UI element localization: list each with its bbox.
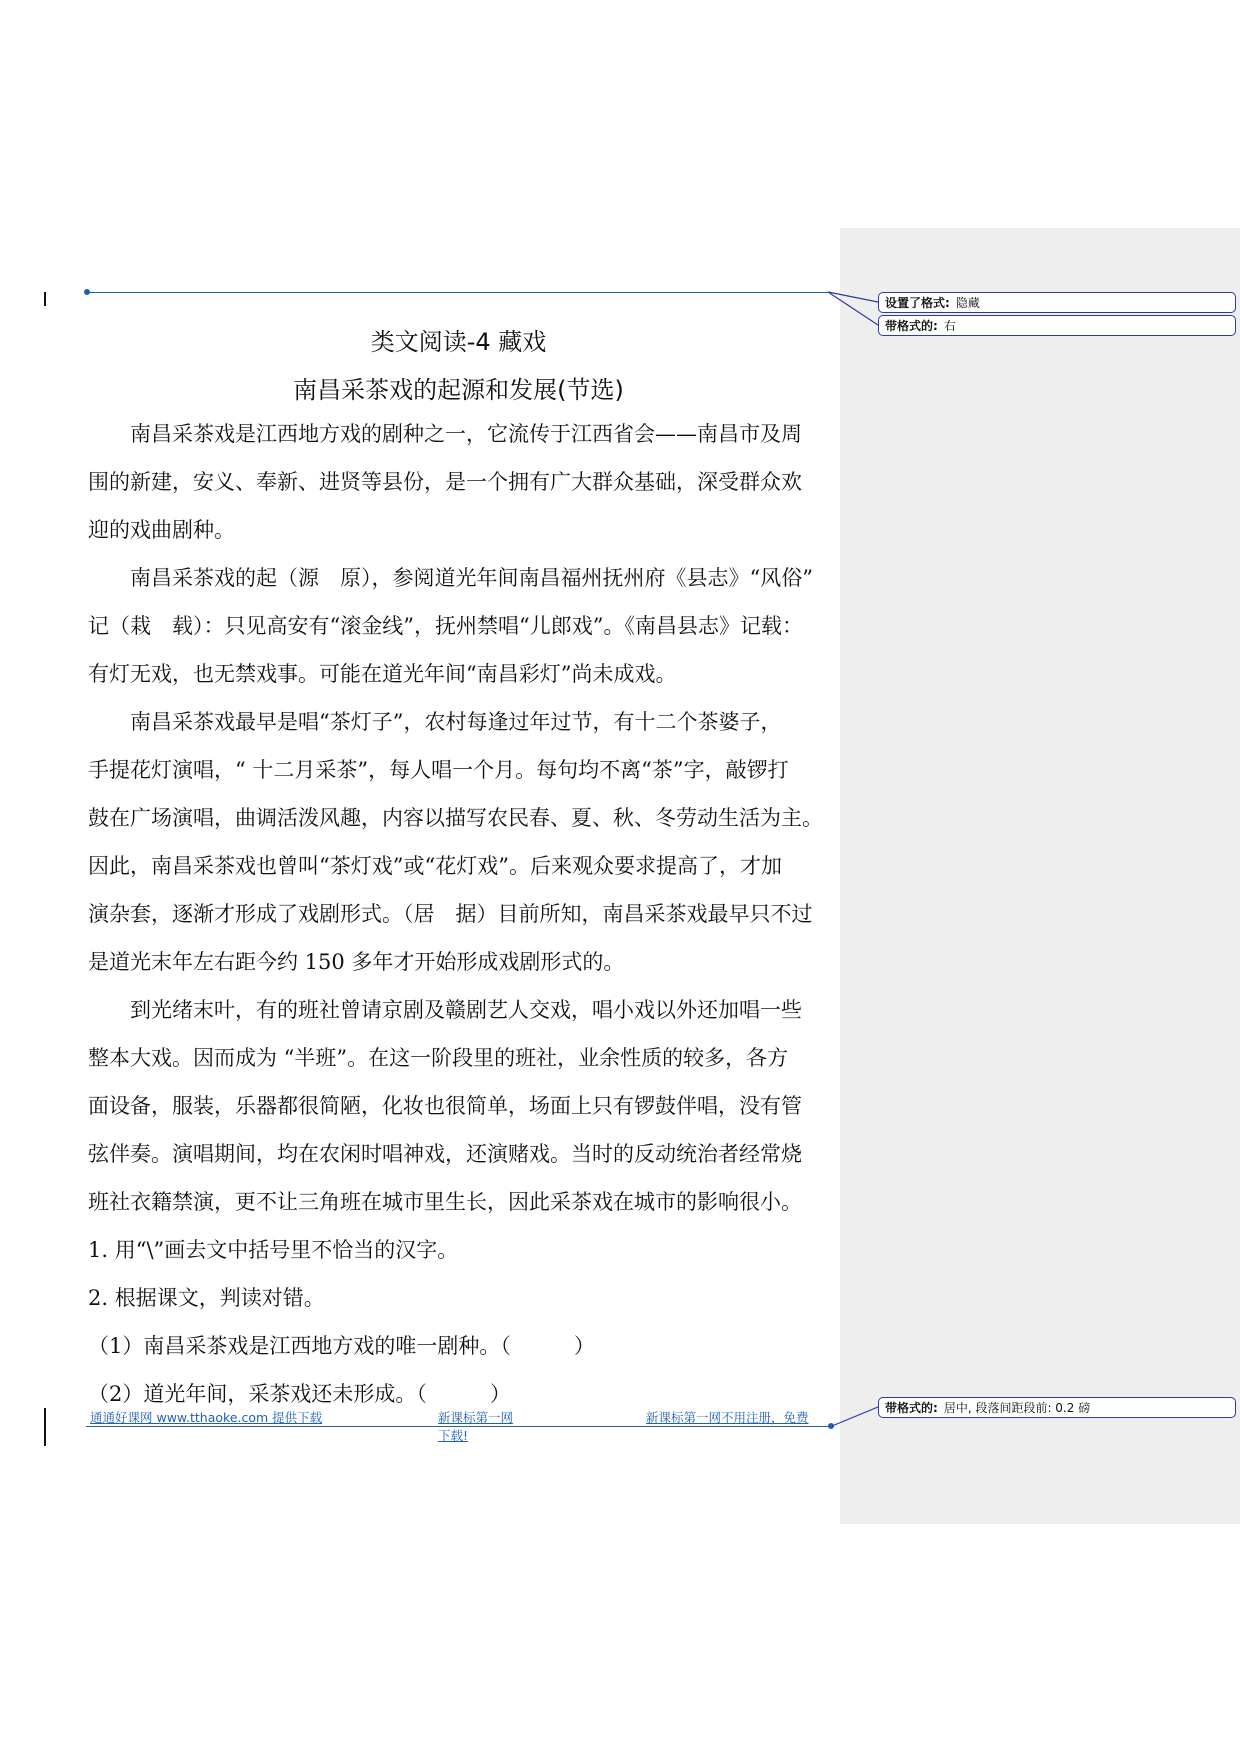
question-2-item-1: （1）南昌采茶戏是江西地方戏的唯一剧种。（ ） bbox=[88, 1334, 595, 1358]
page-title: 类文阅读-4 藏戏 bbox=[370, 328, 547, 356]
comment-label: 带格式的: bbox=[885, 319, 938, 333]
page-subtitle: 南昌采茶戏的起源和发展(节选) bbox=[293, 376, 624, 404]
text-line: 南昌采茶戏的起（源 原），参阅道光年间南昌福州抚州府《县志》“风俗” bbox=[88, 566, 813, 590]
text-line: 因此，南昌采茶戏也曾叫“茶灯戏”或“花灯戏”。后来观众要求提高了，才加 bbox=[88, 854, 782, 878]
comment-label: 设置了格式: bbox=[885, 296, 950, 310]
footer-link-right[interactable]: 新课标第一网不用注册，免费 bbox=[646, 1410, 809, 1425]
comment-value: 居中, 段落间距段前: 0.2 磅 bbox=[943, 1401, 1091, 1415]
text-line: 面设备，服装，乐器都很简陋，化妆也很简单，场面上只有锣鼓伴唱，没有管 bbox=[88, 1094, 802, 1118]
text-line: 南昌采茶戏是江西地方戏的剧种之一，它流传于江西省会——南昌市及周 bbox=[88, 422, 802, 446]
text-line: 班社衣籍禁演，更不让三角班在城市里生长，因此采茶戏在城市的影响很小。 bbox=[88, 1190, 802, 1214]
question-2: 2. 根据课文，判读对错。 bbox=[88, 1286, 325, 1310]
text-line: 迎的戏曲剧种。 bbox=[88, 518, 235, 542]
text-line: 到光绪末叶，有的班社曾请京剧及赣剧艺人交戏，唱小戏以外还加唱一些 bbox=[88, 998, 802, 1022]
footer-link-middle-2[interactable]: 下载! bbox=[438, 1428, 469, 1443]
text-line: 南昌采茶戏最早是唱“茶灯子”，农村每逢过年过节，有十二个茶婆子， bbox=[88, 710, 782, 734]
text-line: 整本大戏。因而成为 “半班”。在这一阶段里的班社，业余性质的较多，各方 bbox=[88, 1046, 789, 1070]
text-line: 鼓在广场演唱，曲调活泼风趣，内容以描写农民春、夏、秋、冬劳动生活为主。 bbox=[88, 806, 823, 830]
footer-link-left[interactable]: 通通好课网 www.tthaoke.com 提供下载 bbox=[90, 1410, 323, 1425]
question-1: 1. 用“\”画去文中括号里不恰当的汉字。 bbox=[88, 1238, 459, 1262]
text-line: 弦伴奏。演唱期间，均在农闲时唱神戏，还演赌戏。当时的反动统治者经常烧 bbox=[88, 1142, 802, 1166]
text-line: 围的新建，安义、奉新、进贤等县份，是一个拥有广大群众基础，深受群众欢 bbox=[88, 470, 802, 494]
text-line: 手提花灯演唱，“ 十二月采茶”，每人唱一个月。每句均不离“茶”字，敲锣打 bbox=[88, 758, 789, 782]
comment-value: 隐藏 bbox=[955, 296, 980, 310]
comment-value: 右 bbox=[943, 319, 956, 333]
text-line: 是道光末年左右距今约 150 多年才开始形成戏剧形式的。 bbox=[88, 950, 625, 974]
connector-line-3 bbox=[832, 1407, 878, 1426]
comment-label: 带格式的: bbox=[885, 1401, 938, 1415]
question-2-item-2: （2）道光年间，采茶戏还未形成。（ ） bbox=[88, 1382, 511, 1406]
text-line: 演杂套，逐渐才形成了戏剧形式。（居 据）目前所知，南昌采茶戏最早只不过 bbox=[88, 902, 813, 926]
footer-link-middle[interactable]: 新课标第一网 bbox=[438, 1410, 514, 1425]
text-line: 有灯无戏，也无禁戏事。可能在道光年间“南昌彩灯”尚未成戏。 bbox=[88, 662, 677, 686]
text-line: 记（栽 载）：只见高安有“滚金线”，抚州禁唱“儿郎戏”。《南昌县志》记载： bbox=[88, 614, 803, 638]
